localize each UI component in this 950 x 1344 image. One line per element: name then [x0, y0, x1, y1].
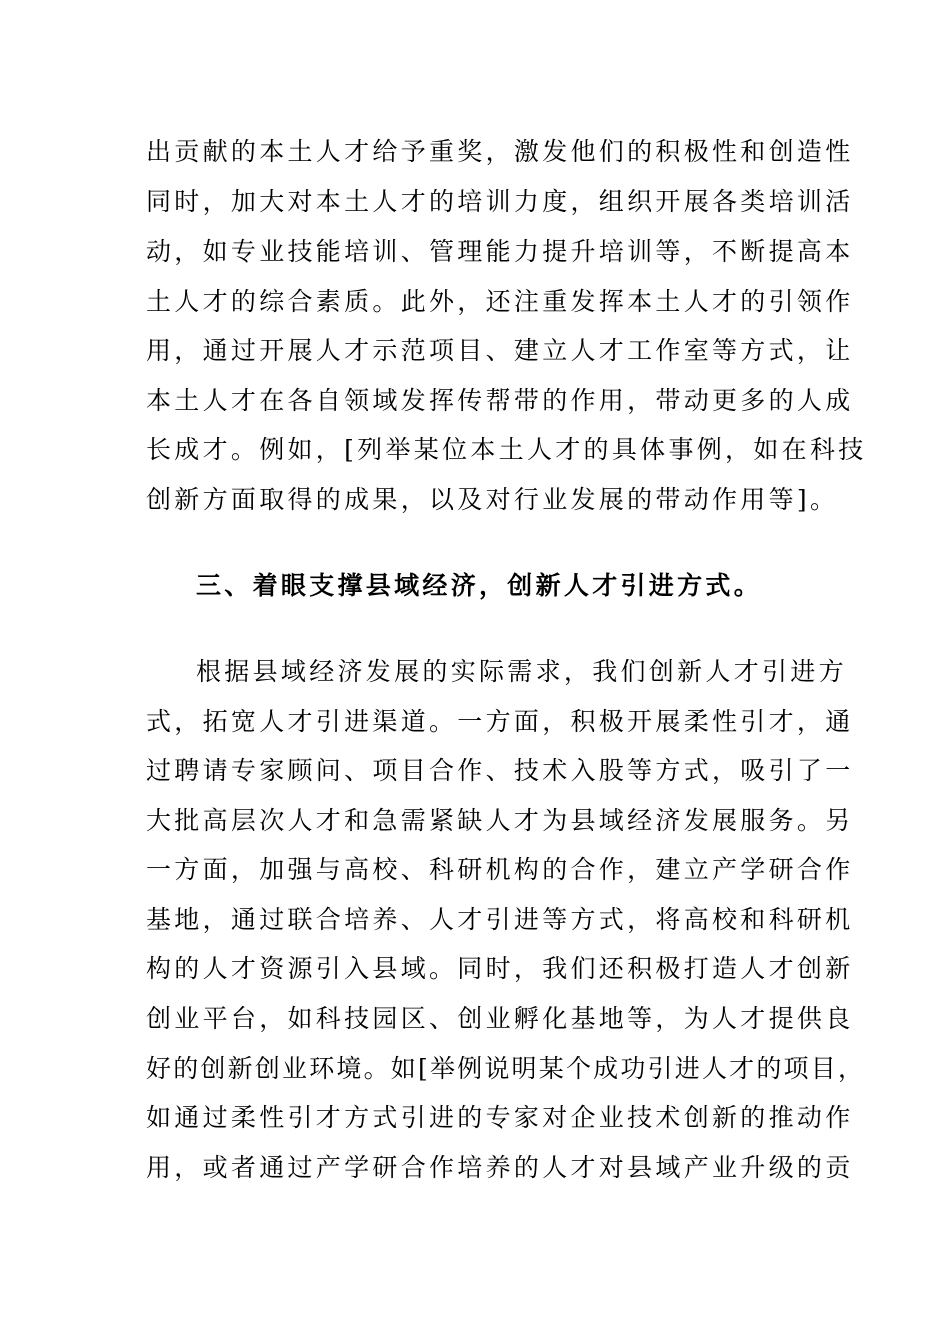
paragraph-2-line-4: 大批高层次人才和急需紧缺人才为县域经济发展服务。另 — [146, 806, 854, 835]
paragraph-2-line-3: 过聘请专家顾问、项目合作、技术入股等方式，吸引了一 — [146, 756, 854, 785]
paragraph-1-line-5: 用，通过开展人才示范项目、建立人才工作室等方式，让 — [146, 336, 854, 365]
paragraph-2-line-8: 创业平台，如科技园区、创业孵化基地等，为人才提供良 — [146, 1004, 854, 1033]
paragraph-1-line-4: 土人才的综合素质。此外，还注重发挥本土人才的引领作 — [146, 287, 854, 316]
paragraph-1-line-7: 长成才。例如，[列举某位本土人才的具体事例，如在科技 — [146, 435, 867, 464]
paragraph-1-line-3: 动，如专业技能培训、管理能力提升培训等，不断提高本 — [146, 237, 854, 266]
paragraph-2-line-2: 式，拓宽人才引进渠道。一方面，积极开展柔性引才，通 — [146, 707, 854, 736]
paragraph-2-line-9: 好的创新创业环境。如[举例说明某个成功引进人才的项目， — [146, 1054, 866, 1083]
paragraph-1-line-1: 出贡献的本土人才给予重奖，激发他们的积极性和创造性 — [146, 137, 854, 166]
paragraph-2-line-11: 用，或者通过产学研合作培养的人才对县域产业升级的贡 — [146, 1153, 854, 1182]
paragraph-2-line-5: 一方面，加强与高校、科研机构的合作，建立产学研合作 — [146, 855, 854, 884]
paragraph-2-line-10: 如通过柔性引才方式引进的专家对企业技术创新的推动作 — [146, 1103, 854, 1132]
paragraph-2-line-1: 根据县域经济发展的实际需求，我们创新人才引进方 — [196, 657, 847, 686]
paragraph-1-line-2: 同时，加大对本土人才的培训力度，组织开展各类培训活 — [146, 187, 854, 216]
paragraph-1-line-8: 创新方面取得的成果，以及对行业发展的带动作用等]。 — [146, 485, 839, 514]
section-heading: 三、着眼支撑县域经济，创新人才引进方式。 — [196, 571, 763, 600]
paragraph-2-line-6: 基地，通过联合培养、人才引进等方式，将高校和科研机 — [146, 905, 854, 934]
paragraph-1-line-6: 本土人才在各自领域发挥传帮带的作用，带动更多的人成 — [146, 386, 854, 415]
paragraph-2-line-7: 构的人才资源引入县域。同时，我们还积极打造人才创新 — [146, 954, 854, 983]
